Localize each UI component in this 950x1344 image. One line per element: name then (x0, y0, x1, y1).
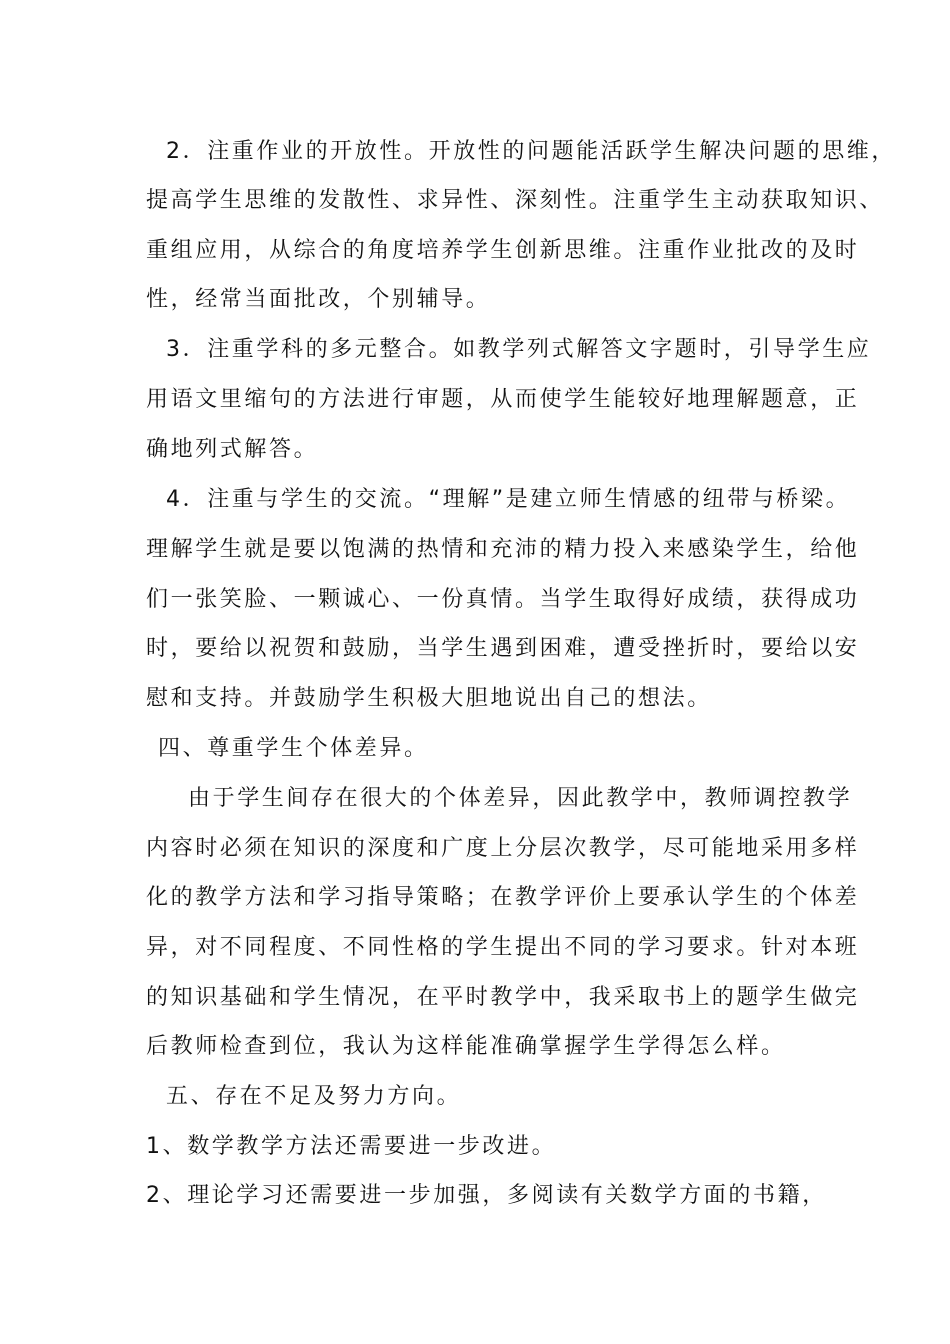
paragraph-2-line-3: 重组应用，从综合的角度培养学生创新思维。注重作业批改的及时 (146, 238, 860, 263)
paragraph-2-line-2: 提高学生思维的发散性、求异性、深刻性。注重学生主动获取知识、 (146, 188, 885, 213)
paragraph-4-line-1: 4．注重与学生的交流。“理解”是建立师生情感的纽带与桥梁。 (166, 487, 851, 512)
paragraph-2-line-1: 2．注重作业的开放性。开放性的问题能活跃学生解决问题的思维， (166, 139, 896, 164)
section-heading-four: 四、尊重学生个体差异。 (158, 736, 429, 761)
section-heading-five: 五、存在不足及努力方向。 (166, 1084, 462, 1109)
paragraph-section4-line-3: 化的教学方法和学习指导策略；在教学评价上要承认学生的个体差 (146, 885, 860, 910)
paragraph-section4-line-1: 由于学生间存在很大的个体差异，因此教学中，教师调控教学 (188, 786, 853, 811)
list-item-1: 1、数学教学方法还需要进一步改进。 (146, 1134, 557, 1159)
paragraph-3-line-1: 3．注重学科的多元整合。如教学列式解答文字题时，引导学生应 (166, 337, 872, 362)
paragraph-4-line-3: 们一张笑脸、一颗诚心、一份真情。当学生取得好成绩，获得成功 (146, 587, 860, 612)
paragraph-4-line-4: 时，要给以祝贺和鼓励，当学生遇到困难，遭受挫折时，要给以安 (146, 636, 860, 661)
paragraph-4-line-2: 理解学生就是要以饱满的热情和充沛的精力投入来感染学生，给他 (146, 537, 860, 562)
paragraph-section4-line-4: 异，对不同程度、不同性格的学生提出不同的学习要求。针对本班 (146, 935, 860, 960)
paragraph-section4-line-2: 内容时必须在知识的深度和广度上分层次教学，尽可能地采用多样 (146, 836, 860, 861)
paragraph-section4-line-5: 的知识基础和学生情况，在平时教学中，我采取书上的题学生做完 (146, 985, 860, 1010)
paragraph-2-line-4: 性，经常当面批改，个别辅导。 (146, 287, 491, 312)
paragraph-section4-line-6: 后教师检查到位，我认为这样能准确掌握学生学得怎么样。 (146, 1034, 786, 1059)
paragraph-4-line-5: 慰和支持。并鼓励学生积极大胆地说出自己的想法。 (146, 686, 712, 711)
paragraph-3-line-3: 确地列式解答。 (146, 437, 319, 462)
list-item-2: 2、理论学习还需要进一步加强，多阅读有关数学方面的书籍， (146, 1183, 827, 1208)
paragraph-3-line-2: 用语文里缩句的方法进行审题，从而使学生能较好地理解题意，正 (146, 387, 860, 412)
